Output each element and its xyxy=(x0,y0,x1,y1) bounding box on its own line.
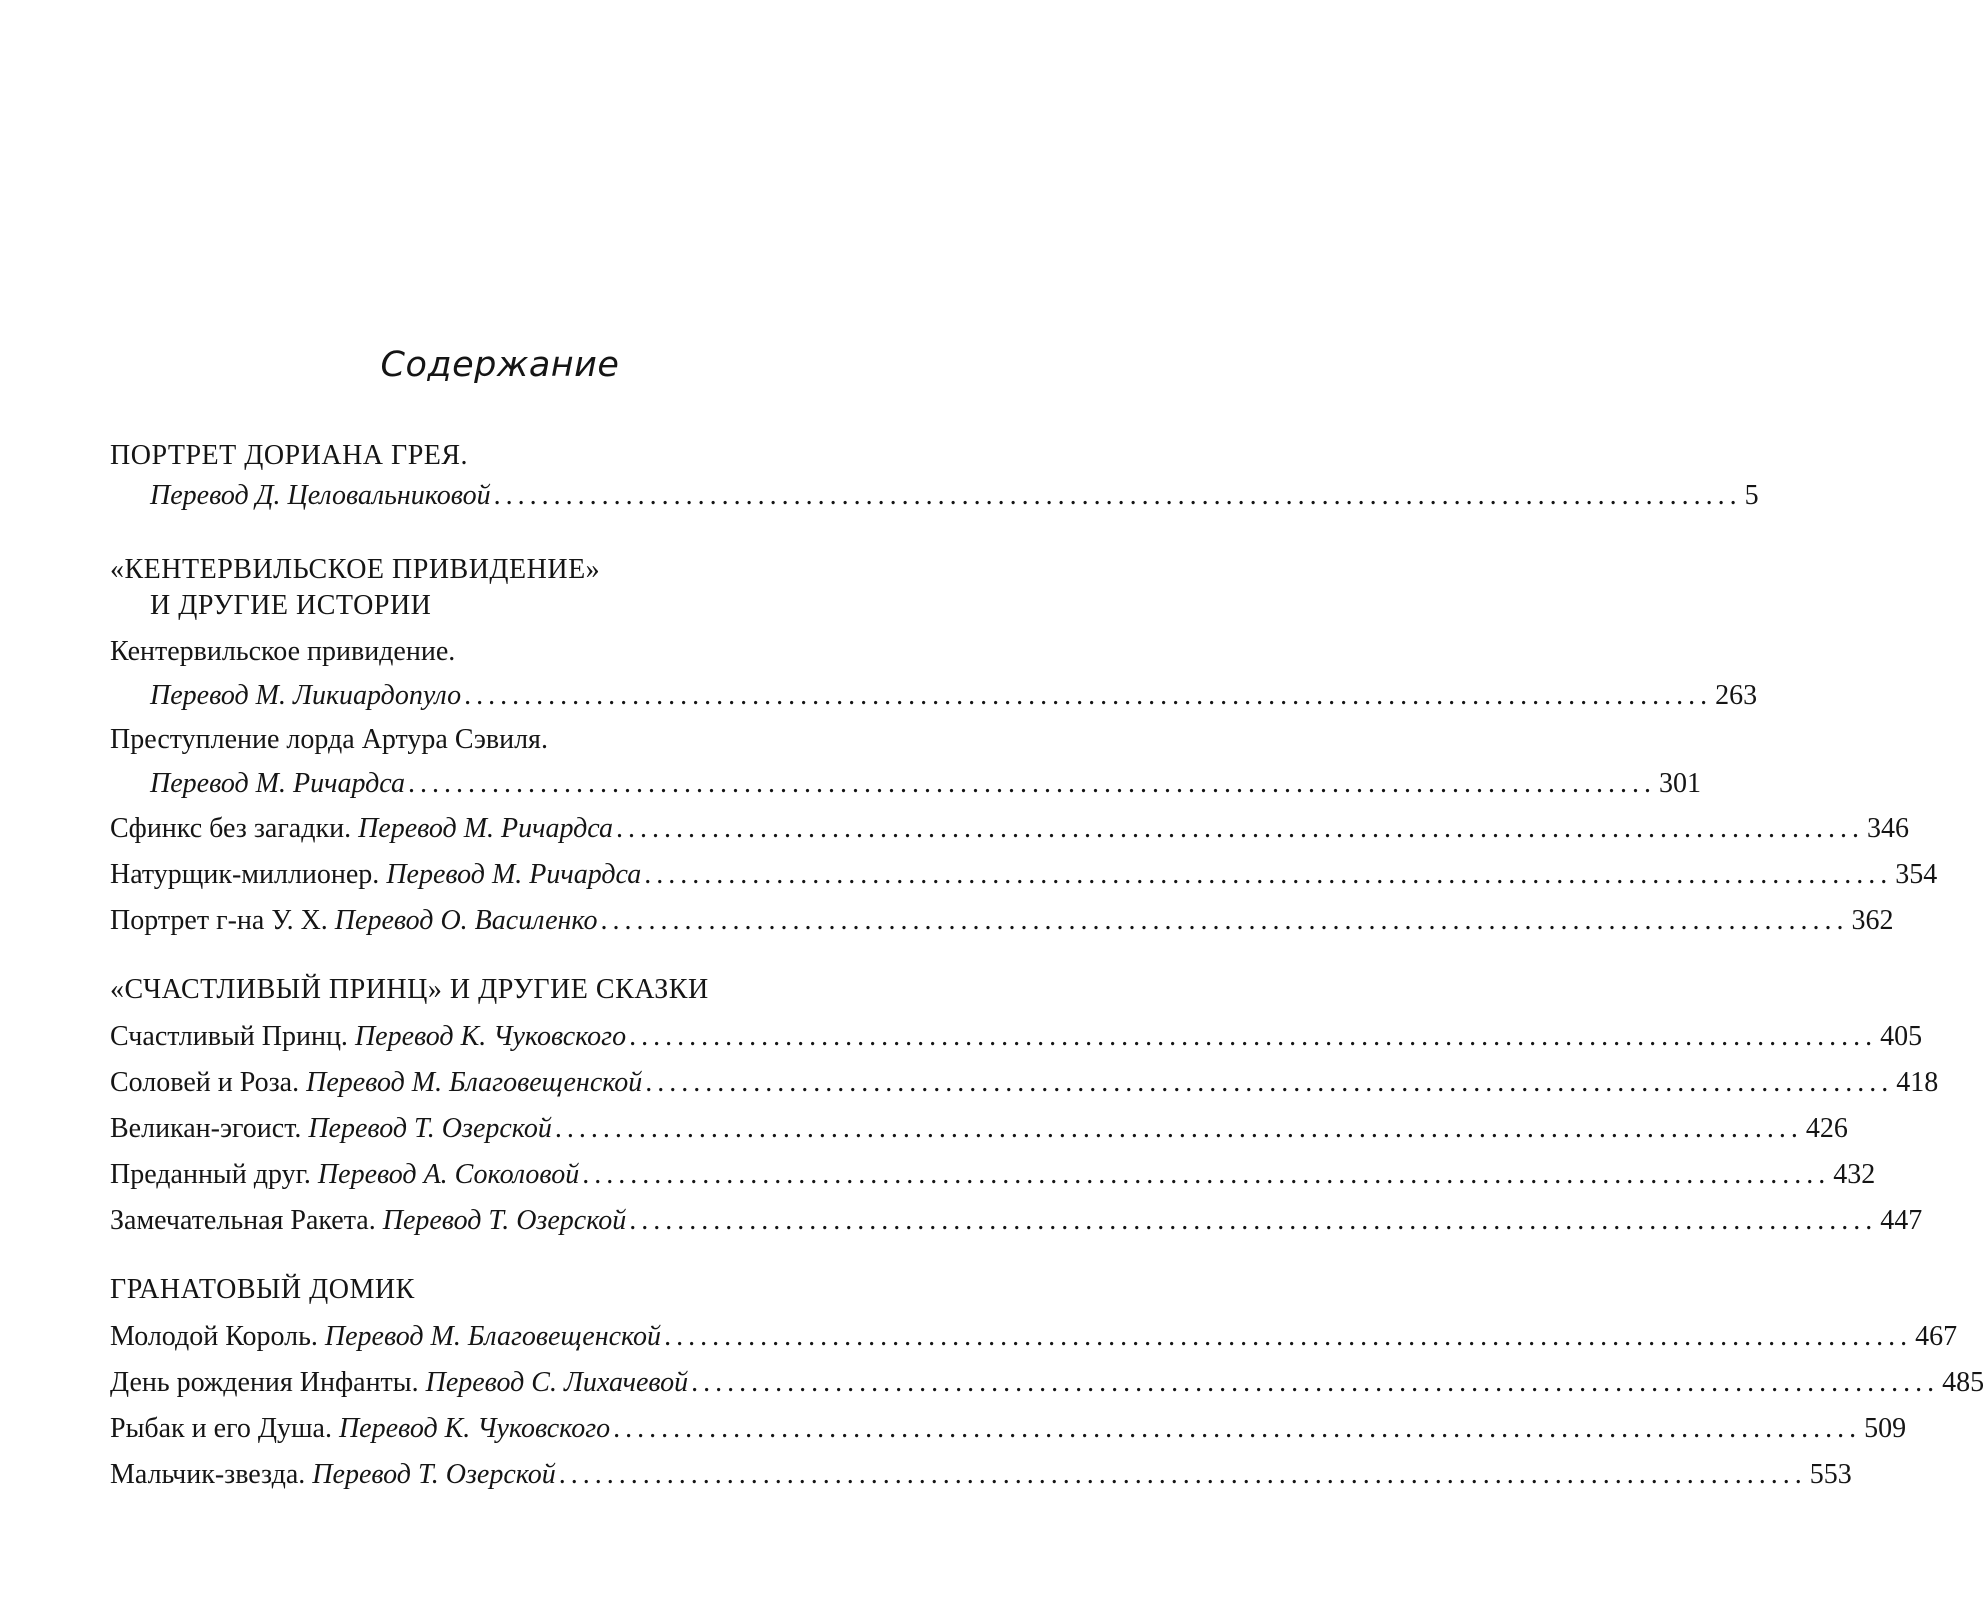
toc-entry[interactable] xyxy=(110,1314,1958,1360)
work-title: Рыбак и его Душа. xyxy=(110,1413,332,1444)
page-number: 432 xyxy=(1833,1159,1876,1190)
page-number: 553 xyxy=(1809,1459,1852,1490)
translation-credit: Перевод Т. Озерской xyxy=(308,1113,552,1144)
toc-entry[interactable] xyxy=(110,1406,1907,1452)
work-title: Замечательная Ракета. xyxy=(110,1205,376,1236)
dot-leader: ........................................................................................................ xyxy=(664,1321,1913,1352)
page-number: 426 xyxy=(1805,1113,1848,1144)
translation-credit: Перевод М. Благовещенской xyxy=(306,1067,643,1098)
translation-credit: Перевод О. Василенко xyxy=(334,905,598,936)
toc-entry[interactable] xyxy=(110,1106,1848,1152)
page-number: 509 xyxy=(1864,1413,1907,1444)
translation-credit: Перевод Д. Целовальниковой xyxy=(150,480,491,511)
toc-entry[interactable] xyxy=(110,1198,1923,1244)
dot-leader: ........................................................................................................ xyxy=(558,1459,1807,1490)
dot-leader: ........................................................................................................ xyxy=(407,768,1656,799)
page-number: 467 xyxy=(1915,1321,1958,1352)
section-heading xyxy=(110,552,838,624)
work-title: Соловей и Роза. xyxy=(110,1067,300,1098)
section-heading-line: «КЕНТЕРВИЛЬСКОЕ ПРИВИДЕНИЕ» xyxy=(110,554,601,585)
translation-credit: Перевод М. Ричардса xyxy=(150,768,405,799)
toc-entry[interactable] xyxy=(110,1360,1984,1406)
page-title: Содержание xyxy=(380,345,620,385)
page-number: 5 xyxy=(1744,480,1759,511)
dot-leader: ........................................................................................................ xyxy=(493,480,1742,511)
translation-credit: Перевод М. Благовещенской xyxy=(324,1321,662,1352)
toc-entry[interactable] xyxy=(110,1452,1852,1498)
toc-entry[interactable] xyxy=(110,1014,1923,1060)
dot-leader: ........................................................................................................ xyxy=(582,1159,1831,1190)
dot-leader: ........................................................................................................ xyxy=(629,1205,1878,1236)
dot-leader: ........................................................................................................ xyxy=(644,859,1893,890)
section-heading: ГРАНАТОВЫЙ ДОМИК xyxy=(110,1274,415,1305)
page-number: 418 xyxy=(1896,1067,1939,1098)
page-number: 263 xyxy=(1715,680,1758,711)
section-heading-line: И ДРУГИЕ ИСТОРИИ xyxy=(150,590,432,621)
toc-entry[interactable] xyxy=(110,898,1894,944)
work-title: Великан-эгоист. xyxy=(110,1113,302,1144)
work-title: Преданный друг. xyxy=(110,1159,311,1190)
toc-entry-title[interactable]: Преступление лорда Артура Сэвиля. xyxy=(110,724,548,755)
page-number: 354 xyxy=(1895,859,1938,890)
work-title: Портрет г-на У. Х. xyxy=(110,905,328,936)
work-title: Мальчик-звезда. xyxy=(110,1459,306,1490)
dot-leader: ........................................................................................................ xyxy=(616,813,1865,844)
dot-leader: ........................................................................................................ xyxy=(464,680,1713,711)
dot-leader: ........................................................................................................ xyxy=(613,1413,1862,1444)
translation-credit: Перевод К. Чуковского xyxy=(354,1021,627,1052)
work-title: Молодой Король. xyxy=(110,1321,318,1352)
translation-credit: Перевод К. Чуковского xyxy=(338,1413,611,1444)
toc-entry[interactable] xyxy=(110,762,1701,806)
translation-credit: Перевод М. Ричардса xyxy=(358,813,614,844)
page-number: 362 xyxy=(1851,905,1894,936)
work-title: Счастливый Принц. xyxy=(110,1021,348,1052)
translation-credit: Перевод С. Лихачевой xyxy=(425,1367,689,1398)
translation-credit: Перевод М. Ричардса xyxy=(386,859,642,890)
dot-leader: ........................................................................................................ xyxy=(600,905,1849,936)
page-number: 405 xyxy=(1880,1021,1923,1052)
toc-entry[interactable] xyxy=(110,1060,1939,1106)
toc-entry[interactable] xyxy=(110,474,1759,518)
page-number: 447 xyxy=(1880,1205,1923,1236)
toc-entry[interactable] xyxy=(110,1152,1876,1198)
dot-leader: ........................................................................................................ xyxy=(645,1067,1894,1098)
toc-entry[interactable] xyxy=(110,852,1938,898)
work-title: Сфинкс без загадки. xyxy=(110,813,352,844)
translation-credit: Перевод Т. Озерской xyxy=(312,1459,556,1490)
section-heading: «СЧАСТЛИВЫЙ ПРИНЦ» И ДРУГИЕ СКАЗКИ xyxy=(110,974,709,1005)
translation-credit: Перевод Т. Озерской xyxy=(382,1205,627,1236)
table-of-contents xyxy=(110,438,1984,1498)
page-number: 346 xyxy=(1867,813,1910,844)
toc-entry[interactable] xyxy=(110,806,1910,852)
dot-leader: ........................................................................................................ xyxy=(554,1113,1803,1144)
work-title: День рождения Инфанты. xyxy=(110,1367,419,1398)
dot-leader: ........................................................................................................ xyxy=(629,1021,1878,1052)
translation-credit: Перевод М. Ликиардопуло xyxy=(150,680,462,711)
translation-credit: Перевод А. Соколовой xyxy=(317,1159,580,1190)
dot-leader: ........................................................................................................ xyxy=(691,1367,1940,1398)
work-title: Натурщик-миллионер. xyxy=(110,859,380,890)
section-heading: ПОРТРЕТ ДОРИАНА ГРЕЯ. xyxy=(110,440,469,471)
toc-entry[interactable] xyxy=(110,674,1758,718)
page-number: 485 xyxy=(1942,1367,1984,1398)
page-number: 301 xyxy=(1658,768,1701,799)
toc-entry-title[interactable]: Кентервильское привидение. xyxy=(110,636,456,667)
